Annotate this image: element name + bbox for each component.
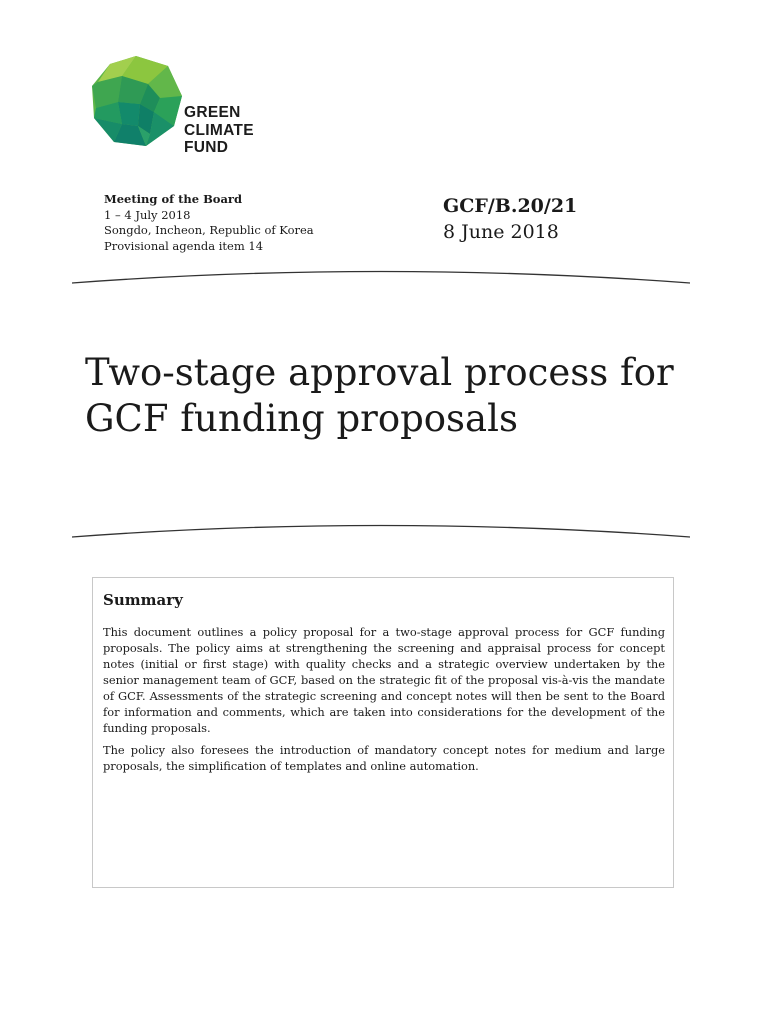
logo-line-green: GREEN [184,104,241,121]
summary-heading: Summary [103,591,183,609]
document-reference [443,193,577,245]
green-climate-fund-logo-icon [88,54,184,150]
meeting-location: Songdo, Incheon, Republic of Korea [104,223,314,237]
meeting-info [104,192,314,254]
top-divider-curve [72,266,690,286]
logo-line-climate: CLIMATE [184,121,254,139]
summary-paragraph-1: This document outlines a policy proposal for a two-stage approval process for GCF funding proposals. The policy aims at strengthening the screening and appraisal process for concept notes (initial or first stage) with quality checks and a strategic overview undertaken by the senior management team of GCF, based on the strategic fit of the proposal vis-à-vis the mandate of GCF. Assessments of the strategic screening and concept notes will then be sent to the Board for information and comments, which are taken into considerations for the development of the funding proposals. [103,625,665,735]
meeting-title: Meeting of the Board [104,192,243,206]
summary-paragraph-2: The policy also foresees the introduction of mandatory concept notes for medium and large proposals, the simplification of templates and online automation. [103,743,665,773]
summary-box [92,577,674,888]
summary-body [103,624,665,780]
bottom-divider-curve [72,520,690,540]
document-date: 8 June 2018 [443,221,559,243]
logo-wordmark [184,104,254,157]
meeting-agenda-item: Provisional agenda item 14 [104,238,264,253]
page-title [85,350,725,442]
meeting-dates: 1 – 4 July 2018 [104,207,191,222]
title-line-1: Two-stage approval process for [85,351,674,394]
title-line-2: GCF funding proposals [85,397,518,440]
document-code: GCF/B.20/21 [443,195,578,217]
logo-line-fund: FUND [184,139,229,156]
